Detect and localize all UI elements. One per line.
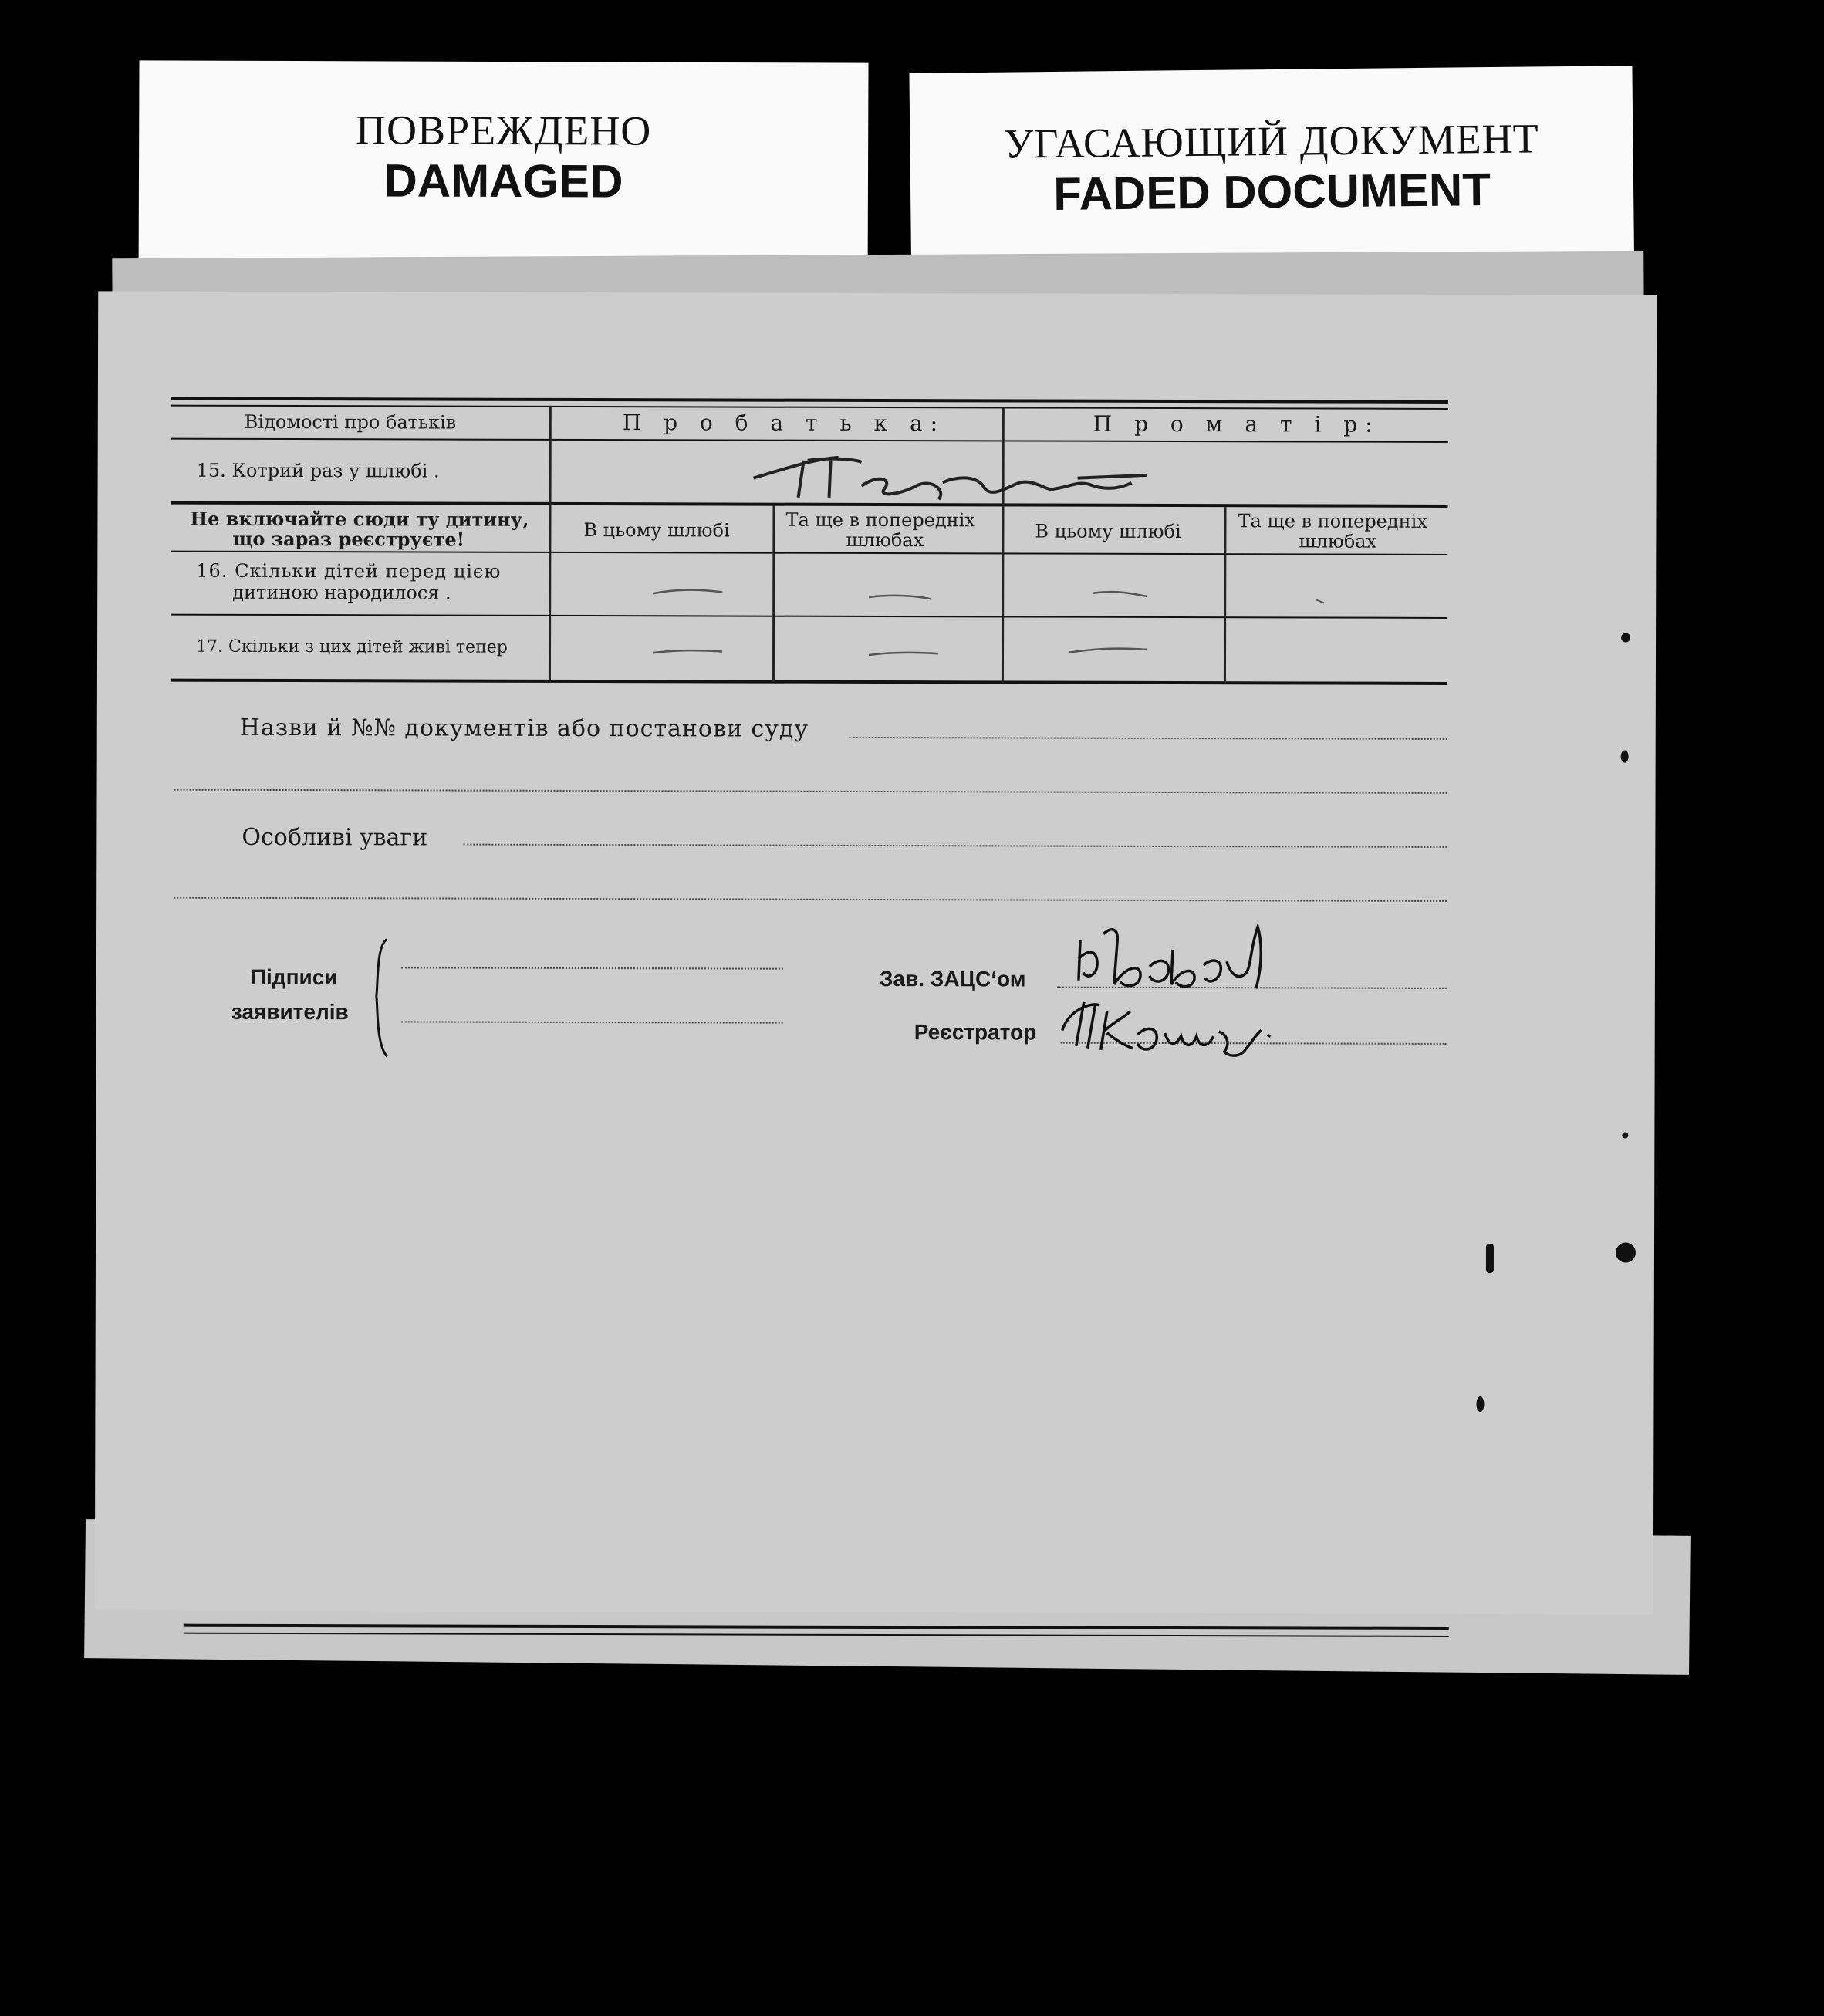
row17-label: 17. Скільки з цих дітей живі тепер xyxy=(196,637,508,657)
applicants-label-line2: заявителів xyxy=(231,999,349,1025)
father-prev-marriages-line2: шлюбах xyxy=(846,528,924,552)
father-prev-marriages-line1: Та ще в попередніх xyxy=(785,508,975,532)
binding-hole xyxy=(1616,1243,1636,1263)
row15-handwriting xyxy=(746,444,1194,507)
col-divider-label xyxy=(549,406,552,682)
table-top-rule xyxy=(171,397,1448,404)
remarks-line-1 xyxy=(463,844,1447,848)
tear-mark xyxy=(1476,1396,1484,1412)
registrar-signature xyxy=(1053,988,1285,1059)
head-label: Зав. ЗАЦС‘ом xyxy=(879,967,1026,991)
applicants-brace xyxy=(370,936,394,1059)
mother-prev-marriages-line2: шлюбах xyxy=(1299,530,1377,552)
tear-mark xyxy=(1486,1244,1494,1273)
faded-label-ru: УГАСАЮЩИЙ ДОКУМЕНТ xyxy=(1003,115,1540,167)
mother-prev-marriages-line1: Та ще в попередніх xyxy=(1238,510,1427,532)
table-bottom-rule xyxy=(171,679,1447,685)
row17-dashes xyxy=(637,636,1332,668)
svg-text:Шкопич: Шкопич xyxy=(1099,1034,1103,1035)
header-parents-info: Відомості про батьків xyxy=(244,410,457,434)
documents-line-2 xyxy=(174,789,1447,794)
subheader-note-line2: що зараз реєструєте! xyxy=(232,527,465,551)
row16-bottom-rule xyxy=(171,614,1447,619)
row16-label-line2: дитиною народилося . xyxy=(232,581,451,604)
registrar-label: Реєстратор xyxy=(914,1020,1037,1045)
binding-hole xyxy=(1622,1133,1628,1139)
documents-label: Назви й №№ документів або постанови суду xyxy=(239,714,809,743)
document-sheet xyxy=(95,291,1657,1614)
header-bottom-rule xyxy=(171,438,1448,443)
remarks-label: Особливі уваги xyxy=(242,823,428,852)
faded-label-en: FADED DOCUMENT xyxy=(1052,164,1491,220)
remarks-line-2 xyxy=(174,897,1447,902)
applicant-signature-line-1 xyxy=(401,967,783,969)
binding-hole xyxy=(1621,633,1630,643)
father-this-marriage: В цьому шлюбі xyxy=(583,519,730,542)
header-father: П р о б а т ь к а: xyxy=(622,410,946,437)
row16-label-line1: 16. Скільки дітей перед цією xyxy=(196,559,502,583)
row15-label: 15. Котрий раз у шлюбі . xyxy=(196,459,440,482)
subheader-bottom-rule xyxy=(171,551,1447,555)
row16-dashes xyxy=(637,578,1332,610)
applicants-label-line1: Підписи xyxy=(250,964,338,990)
subheader-note-line1: Не включайте сюди ту дитину, xyxy=(190,507,529,531)
documents-line-1 xyxy=(850,737,1447,740)
binding-hole xyxy=(1621,751,1629,763)
head-signature xyxy=(1072,919,1273,997)
damaged-label-en: DAMAGED xyxy=(383,154,623,208)
header-mother: П р о м а т і р: xyxy=(1093,410,1380,437)
applicant-signature-line-2 xyxy=(401,1021,783,1023)
svg-text:Юбабич: Юбабич xyxy=(1118,972,1123,974)
svg-text:первий: первий xyxy=(869,493,873,495)
mother-this-marriage: В цьому шлюбі xyxy=(1035,520,1181,543)
table-top-rule-thin xyxy=(171,405,1448,410)
damaged-label-ru: ПОВРЕЖДЕНО xyxy=(355,106,652,154)
